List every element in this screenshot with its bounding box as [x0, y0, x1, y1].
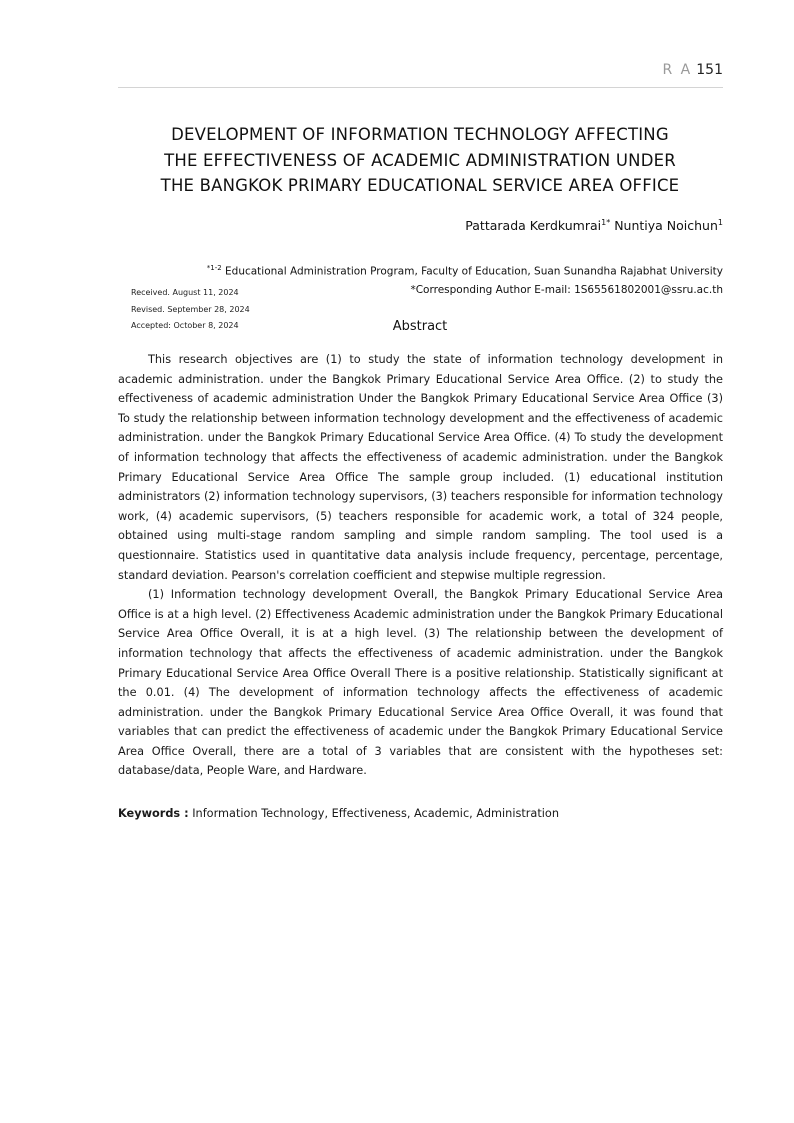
affiliation-text: Educational Administration Program, Faculty of Education, Suan Sunandha Rajabhat University [225, 265, 723, 278]
abstract-paragraph: This research objectives are (1) to study the state of information technology development in academic administration. under the Bangkok Primary Educational Service Area Office. (2) to study the effectiveness of academic administration Under the Bangkok Primary Educational Service Area Office (3) To study the relationship between information technology development and the effectiveness of academic administration. under the Bangkok Primary Educational Service Area Office. (4) To study the development of information technology that affects the effectiveness of academic administration. under the Bangkok Primary Educational Service Area Office The sample group included. (1) educational institution administrators (2) information technology supervisors, (3) teachers responsible for information technology work, (4) academic supervisors, (5) teachers responsible for academic work, a total of 324 people, obtained using multi-stage random sampling and simple random sampling. The tool used is a questionnaire. Statistics used in quantitative data analysis include frequency, percentage, percentage, standard deviation. Pearson's correlation coefficient and stepwise multiple regression. [118, 353, 723, 582]
journal-abbrev: R A [662, 62, 693, 78]
received-date: Received. August 11, 2024 [131, 288, 239, 297]
running-header [118, 60, 723, 88]
page-number: 151 [696, 62, 723, 78]
abstract-body [118, 350, 723, 781]
keywords-text: Information Technology, Effectiveness, Academic, Administration [192, 807, 559, 820]
keywords-label: Keywords : [118, 807, 189, 820]
title-line: THE EFFECTIVENESS OF ACADEMIC ADMINISTRATION UNDER [164, 150, 676, 170]
abstract-heading: Abstract [392, 319, 448, 334]
corresponding-author: *Corresponding Author E-mail: 1S65561802001@ssru.ac.th [410, 283, 723, 296]
accepted-date: Accepted: October 8, 2024 [131, 321, 239, 330]
author-affiliation-mark: 1 [717, 218, 723, 227]
author-name: Pattarada Kerdkumrai [465, 218, 602, 234]
title-line: DEVELOPMENT OF INFORMATION TECHNOLOGY AFFECTING [171, 125, 669, 144]
affiliation-line [207, 259, 723, 281]
affiliation-mark: *1-2 [206, 264, 222, 272]
author-name: Nuntiya Noichun [614, 218, 718, 234]
author-affiliation-mark: 1* [601, 218, 611, 227]
paper-title [100, 122, 740, 199]
revised-date: Revised. September 28, 2024 [131, 304, 250, 314]
author-list [465, 218, 723, 233]
title-line: THE BANGKOK PRIMARY EDUCATIONAL SERVICE AREA OFFICE [160, 176, 680, 195]
affiliation-block [207, 259, 723, 299]
keywords [118, 807, 723, 820]
abstract-paragraph: (1) Information technology development Overall, the Bangkok Primary Educational Service Area Office is at a high level. (2) Effectiveness Academic administration under the Bangkok Primary Educational Service Area Office Overall, it is at a high level. (3) The relationship between the development of information technology that affects the effectiveness of academic administration. under the Bangkok Primary Educational Service Area Office Overall There is a positive relationship. Statistically significant at the 0.01. (4) The development of information technology affects the effectiveness of academic administration. under the Bangkok Primary Educational Service Area Office Overall, it was found that variables that can predict the effectiveness of academic under the Bangkok Primary Educational Service Area Office Overall, there are a total of 3 variables that are consistent with the hypotheses set: database/data, People Ware, and Hardware. [118, 588, 723, 778]
